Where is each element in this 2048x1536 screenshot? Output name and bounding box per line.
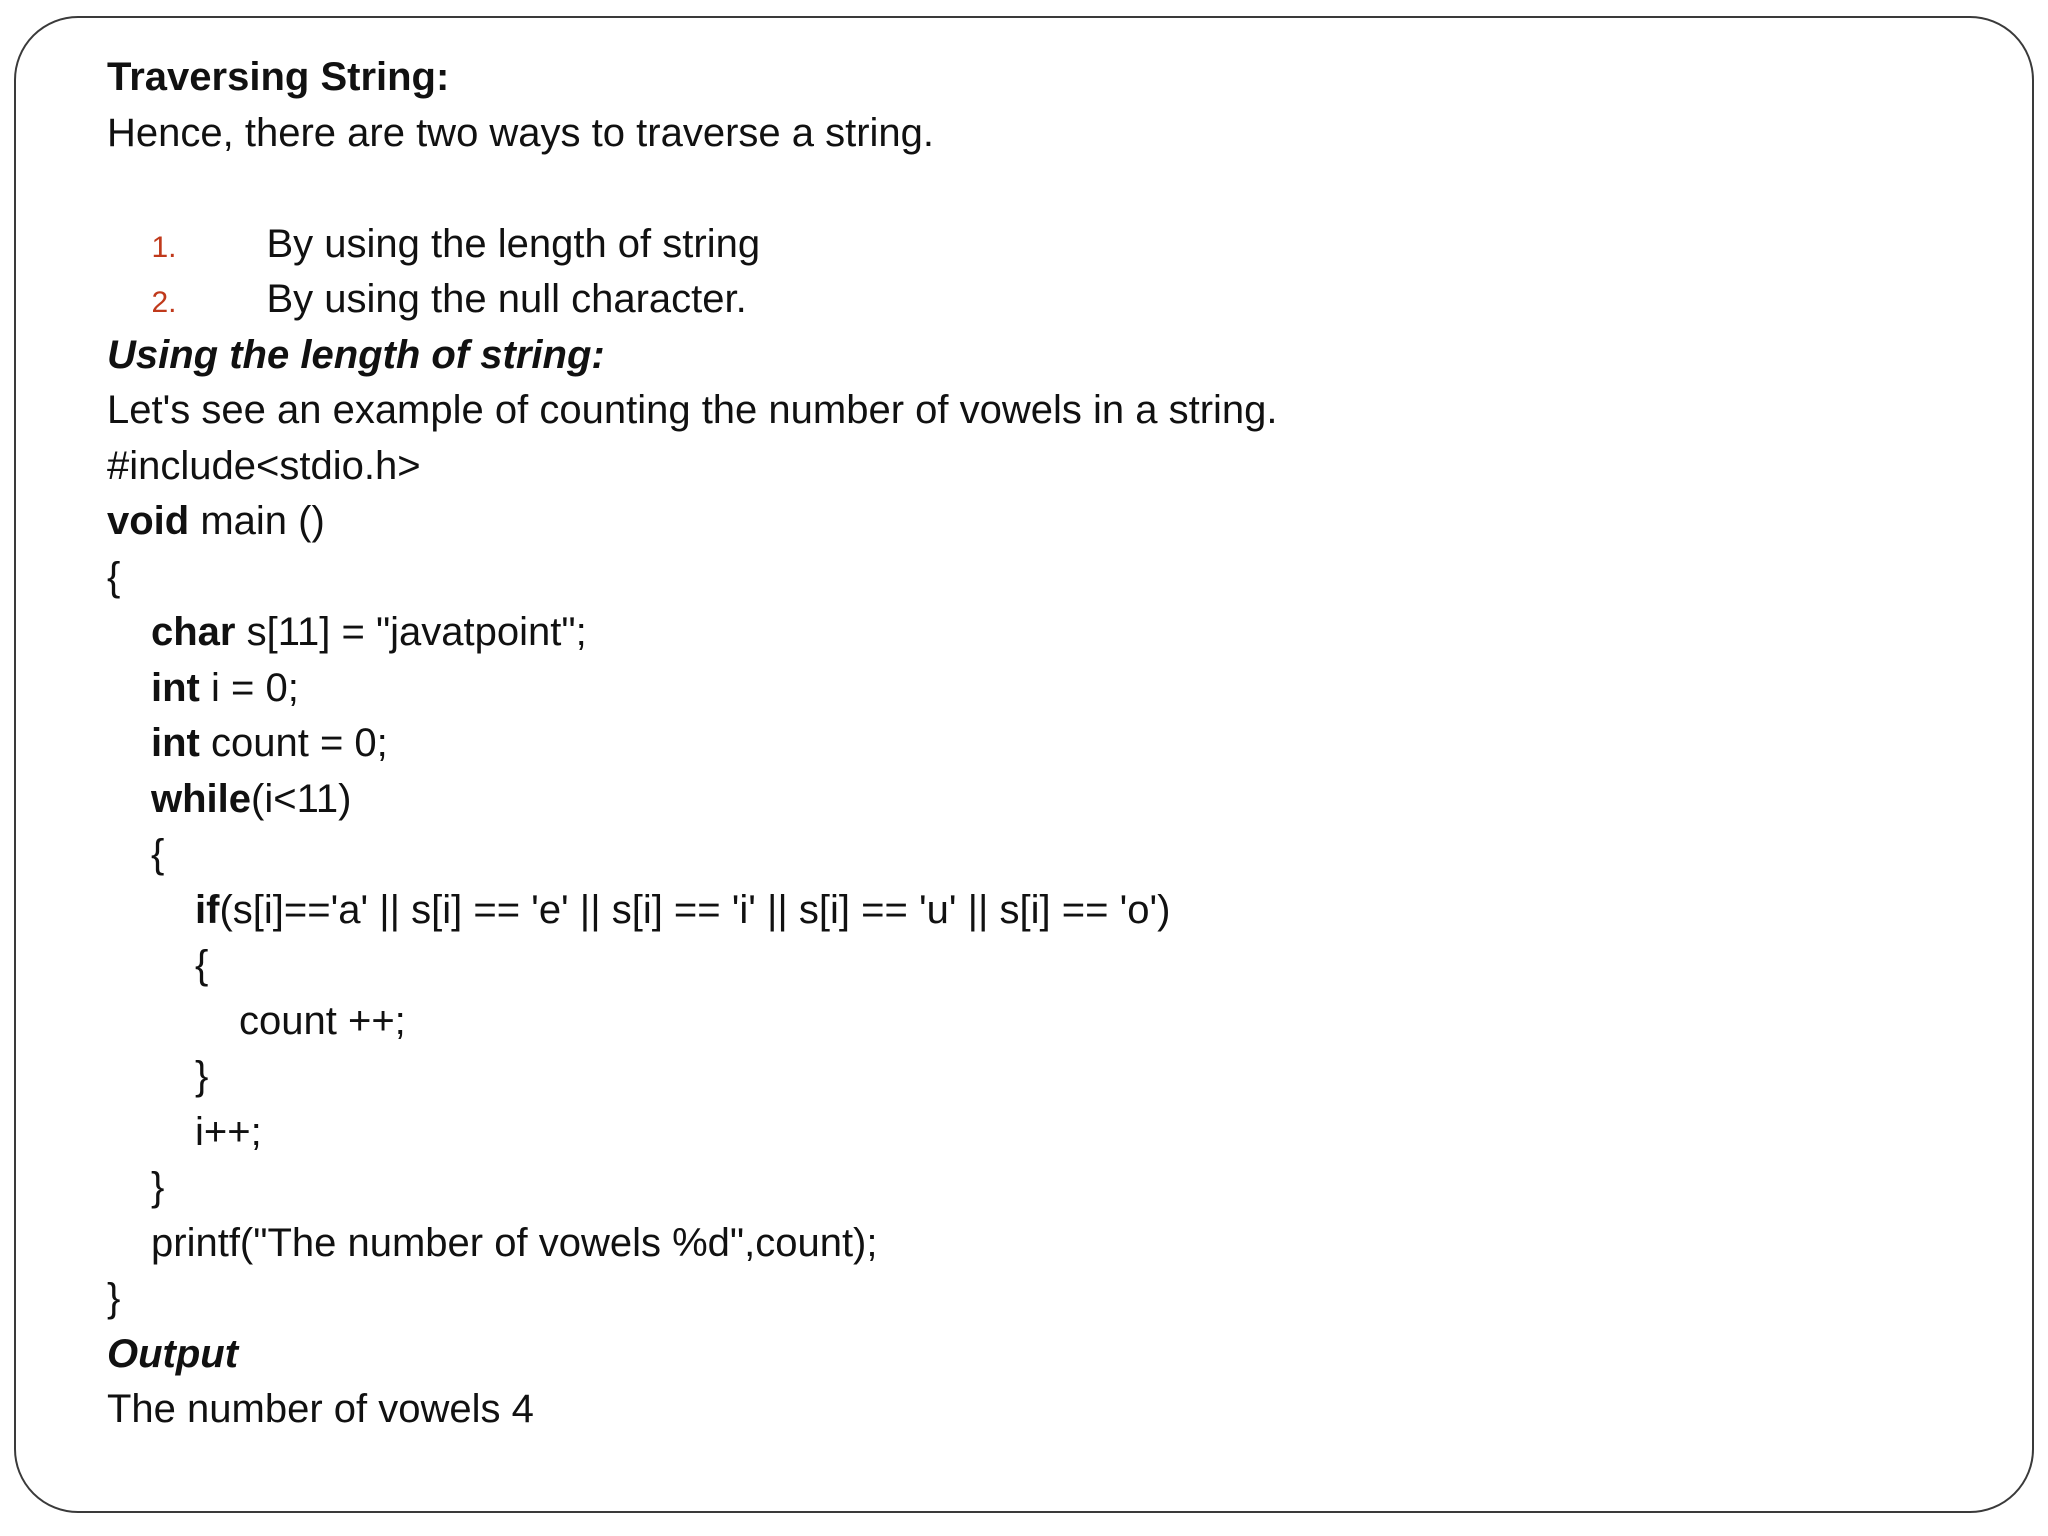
code-line — [107, 772, 1967, 828]
code-keyword: int — [151, 721, 200, 765]
output-text: The number of vowels 4 — [107, 1387, 534, 1431]
code-text: } — [107, 1276, 121, 1320]
code-text: main () — [189, 499, 325, 543]
list-item — [107, 217, 1967, 321]
code-line — [107, 938, 1967, 994]
list-item — [107, 161, 1967, 266]
output-heading: Output — [107, 1331, 239, 1376]
list-item-text: By using the length of string — [266, 221, 761, 266]
code-line — [107, 883, 1967, 939]
list-item-text: By using the null character. — [266, 277, 747, 321]
code-text: i = 0; — [199, 665, 299, 710]
code-text: (i<11) — [251, 776, 352, 821]
code-text: { — [195, 943, 209, 987]
code-keyword: void — [107, 499, 190, 543]
code-line — [107, 1049, 1967, 1105]
code-line — [107, 605, 1967, 661]
slide-content — [107, 50, 1967, 1438]
code-text: count = 0; — [199, 721, 388, 765]
code-text: { — [151, 832, 165, 876]
code-keyword: int — [151, 665, 200, 710]
code-line — [107, 1216, 1967, 1272]
code-line — [107, 716, 1967, 772]
code-keyword: if — [195, 887, 220, 932]
code-keyword: while — [151, 776, 252, 821]
code-line — [107, 439, 1967, 495]
code-line — [107, 661, 1967, 717]
code-line — [107, 994, 1967, 1050]
code-line — [107, 494, 1967, 550]
code-text: } — [195, 1054, 209, 1098]
intro-text: Hence, there are two ways to traverse a string. — [107, 110, 935, 155]
code-line — [107, 1160, 1967, 1216]
code-keyword: char — [151, 610, 236, 654]
code-line — [107, 1105, 1967, 1161]
code-text: i++; — [195, 1109, 262, 1154]
code-text: s[11] = "javatpoint"; — [235, 610, 587, 654]
subheading: Using the length of string: — [107, 332, 605, 377]
code-line — [107, 550, 1967, 606]
slide-heading: Traversing String: — [107, 55, 450, 99]
code-text: count ++; — [239, 998, 406, 1043]
code-line — [107, 827, 1967, 883]
example-intro: Let's see an example of counting the number of vowels in a string. — [107, 388, 1278, 432]
list-number: 1. — [151, 230, 177, 264]
code-text: printf("The number of vowels %d",count); — [151, 1220, 878, 1265]
code-text: #include<stdio.h> — [107, 443, 421, 488]
code-text: { — [107, 554, 121, 599]
code-line — [107, 1271, 1967, 1327]
code-block — [107, 439, 1967, 1327]
code-text: (s[i]=='a' || s[i] == 'e' || s[i] == 'i' || s[i] == 'u' || s[i] == 'o') — [219, 887, 1171, 932]
list-number: 2. — [151, 286, 177, 319]
code-text: } — [151, 1165, 165, 1209]
